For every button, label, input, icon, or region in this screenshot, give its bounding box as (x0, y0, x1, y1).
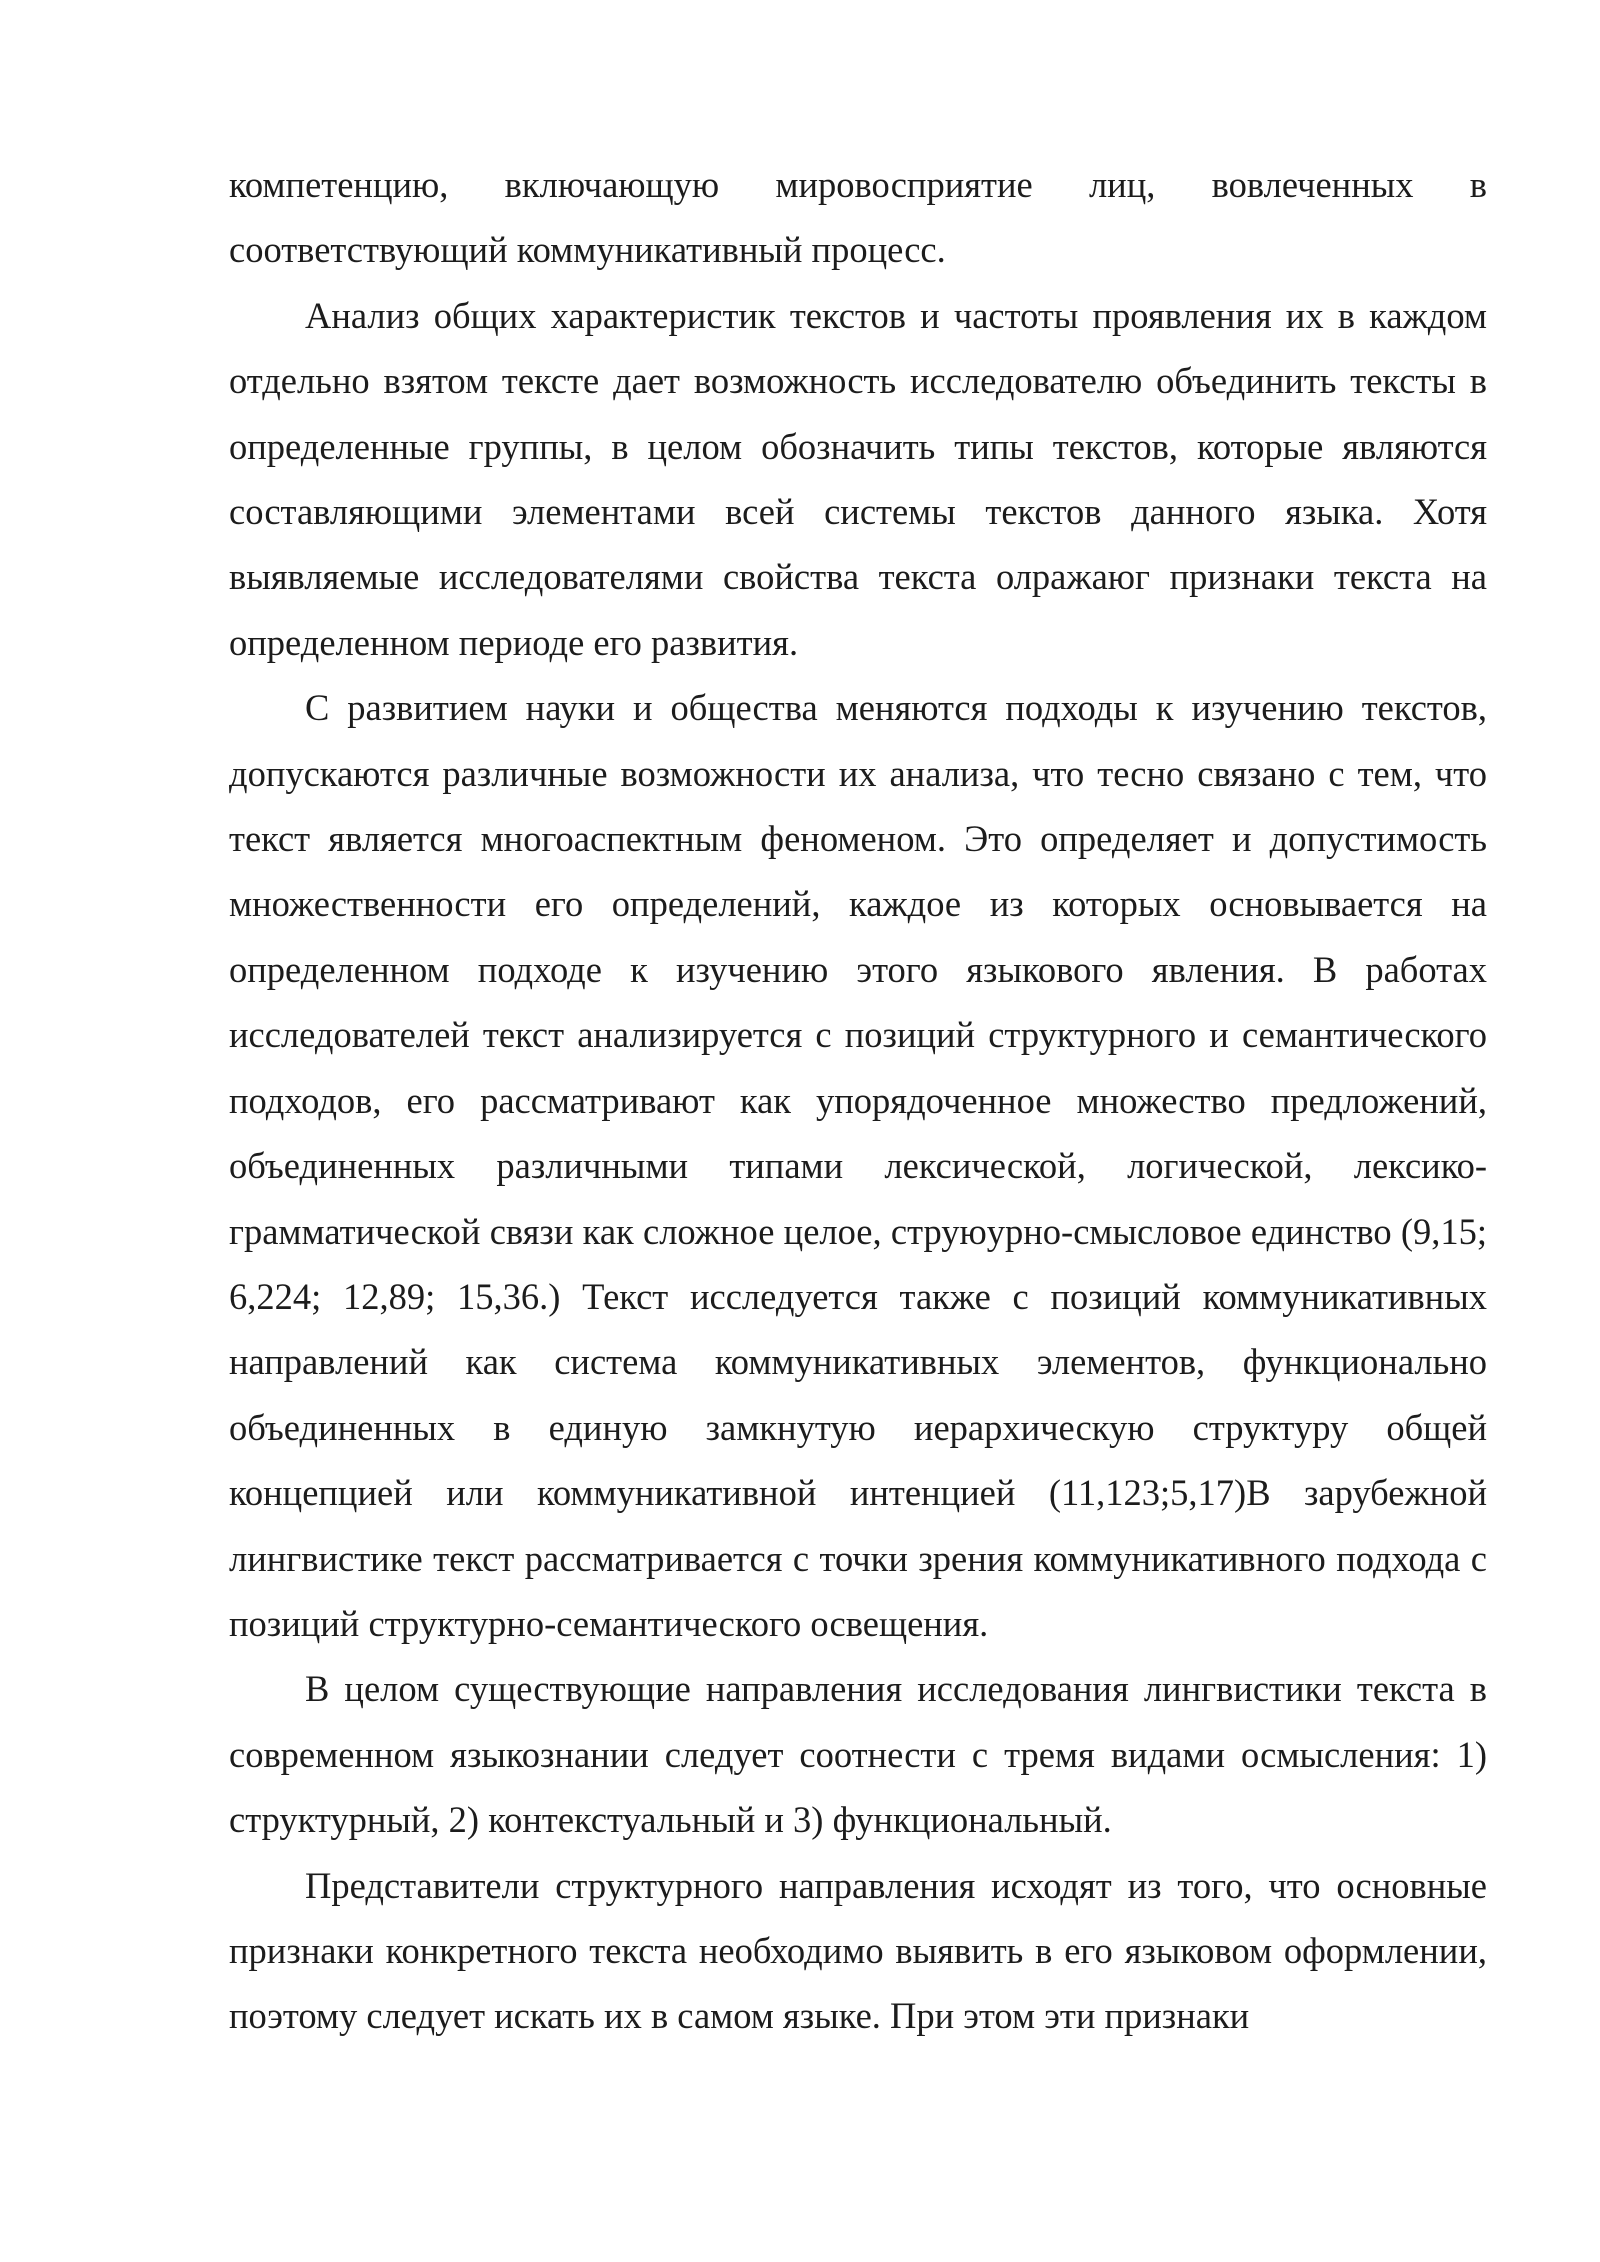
paragraph-research-directions: В целом существующие направления исследования лингвистики текста в современном языкознании следует соотнести с тремя видами осмысления: 1) структурный, 2) контекстуальный и 3) функциональный. (229, 1668, 1487, 1841)
paragraph-continuation: компетенцию, включающую мировосприятие лиц, вовлеченных в соответствующий коммуникативный процесс. (229, 164, 1487, 271)
paragraph-text-analysis: Анализ общих характеристик текстов и частоты проявления их в каждом отдельно взятом тексте дает возможность исследователю объединить тексты в определенные группы, в целом обозначить типы текстов, которые являются составляющими элементами всей системы текстов данного языка. Хотя выявляемые исследователями свойства текста олражаюг признаки текста на определенном периоде его развития. (229, 294, 1487, 663)
paragraph-approaches: С развитием науки и общества меняются подходы к изучению текстов, допускаются различные возможности их анализа, что тесно связано с тем, что текст является многоаспектным феноменом. Это определяет и допустимость множественности его определений, каждое из которых основывается на определенном подходе к изучению этого языкового явления. В работах исследователей текст анализируется с позиций структурного и семантического подходов, его рассматривают как упорядоченное множество предложений, объединенных различными типами лексической, логической, лексико-грамматической связи как сложное целое, струюурно-смысловое единство (9,15; 6,224; 12,89; 15,36.) Текст исследуется также с позиций коммуникативных направлений как система коммуникативных элементов, функционально объединенных в единую замкнутую иерархическую структуру общей концепцией или коммуникативной интенцией (11,123;5,17)В зарубежной лингвистике текст рассматривается с точки зрения коммуникативного подхода с позиций структурно-семантического освещения. (229, 687, 1487, 1644)
paragraph-structural-direction: Представители структурного направления исходят из того, что основные признаки конкретного текста необходимо выявить в его языковом оформлении, поэтому следует искать их в самом языке. При этом эти признаки (229, 1864, 1487, 2037)
document-text (229, 152, 1487, 2049)
